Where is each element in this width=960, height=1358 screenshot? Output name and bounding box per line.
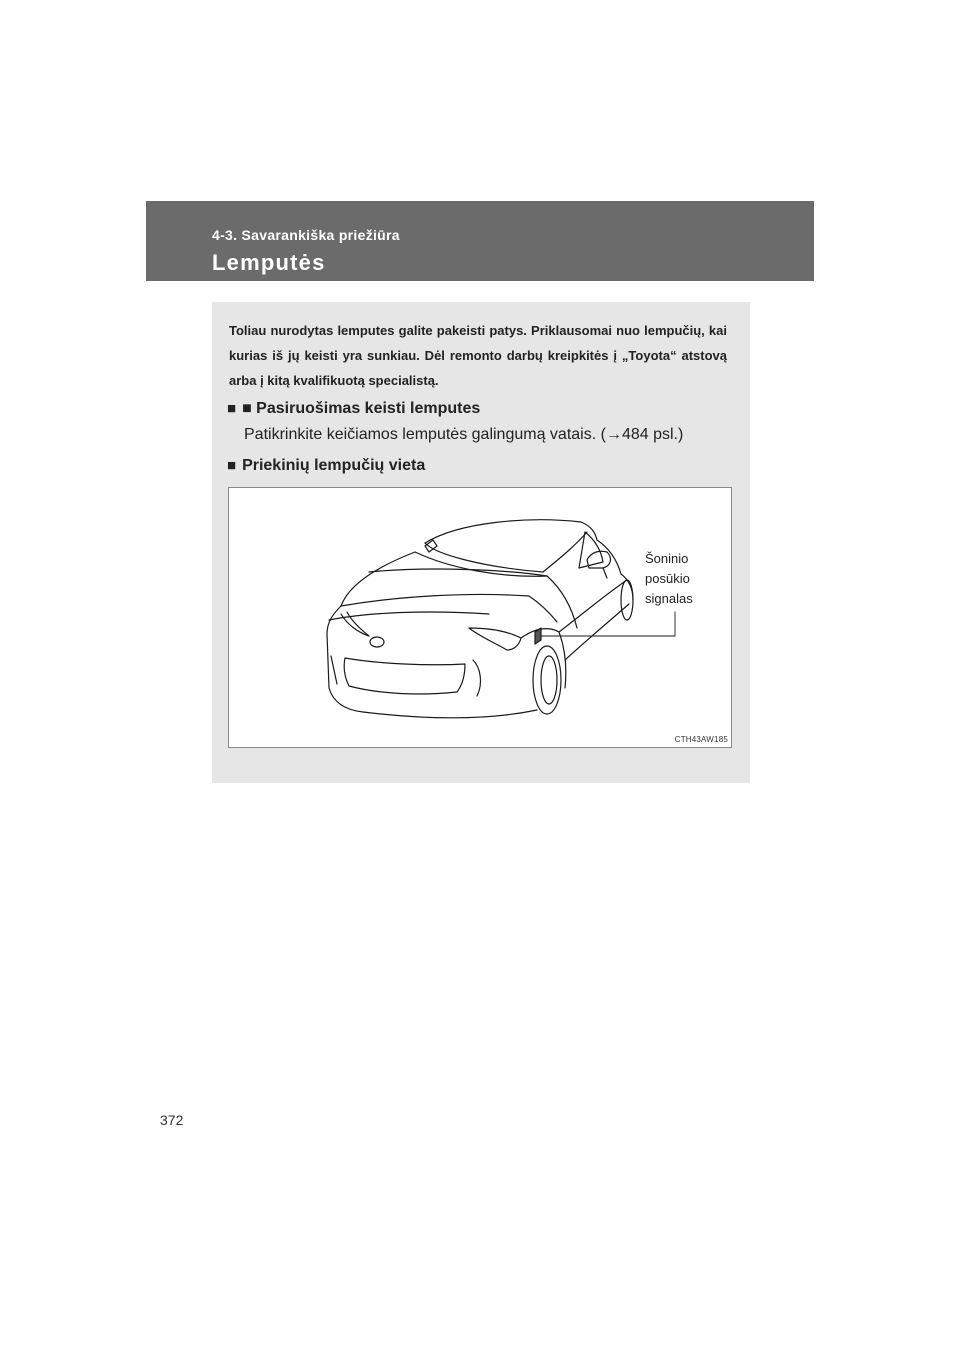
- car-hood-crease: [341, 594, 557, 622]
- heading-location-text: Priekinių lempučių vieta: [242, 457, 426, 474]
- car-mirror-right-stem: [603, 568, 607, 578]
- square-bullet-icon: ■: [227, 457, 237, 474]
- car-hood-right: [547, 576, 577, 628]
- car-b-pillar: [597, 540, 621, 574]
- car-side-sill: [565, 604, 629, 660]
- heading-preparation: [227, 400, 480, 418]
- car-emblem: [370, 637, 384, 647]
- square-bullet-icon: ■: [227, 400, 237, 417]
- car-illustration-figure: [228, 487, 732, 748]
- preparation-body: [244, 426, 683, 444]
- car-foglight-right: [473, 660, 480, 696]
- preparation-body-text: Patikrinkite keičiamos lemputės galingumą vatais. (: [244, 426, 606, 443]
- car-windshield: [425, 532, 587, 572]
- callout-line-2: posūkio: [645, 571, 690, 586]
- car-illustration: [229, 488, 733, 749]
- page-title: Lemputės: [212, 250, 326, 275]
- page-reference-link[interactable]: 484 psl.): [621, 426, 684, 443]
- car-roof-line: [425, 520, 597, 543]
- car-bumper-top: [329, 612, 489, 620]
- section-label: 4-3. Savarankiška priežiūra: [212, 227, 400, 243]
- figure-code: CTH43AW185: [674, 735, 728, 744]
- callout-leader-line: [541, 612, 675, 636]
- car-front-fender: [521, 629, 566, 688]
- heading-location: [227, 457, 425, 475]
- arrow-right-icon: →: [605, 426, 622, 443]
- callout-line-1: Šoninio: [645, 551, 689, 566]
- callout-line-3: signalas: [645, 591, 693, 606]
- car-front-wheel-inner: [541, 656, 557, 704]
- car-rear-wheel: [621, 580, 633, 620]
- car-headlight-right: [469, 628, 521, 650]
- intro-paragraph: Toliau nurodytas lemputes galite pakeisti patys. Priklausomai nuo lempučių, kai kurias iš jų keisti yra sunkiau. Dėl remonto darbų kreipkitės į „Toyota“ atstovą arba į kitą kvalifikuotą specialistą.: [229, 323, 727, 388]
- car-grille: [344, 658, 465, 694]
- page-number: 372: [160, 1112, 184, 1128]
- turn-signal-callout: [645, 549, 715, 609]
- section-header: [146, 201, 814, 281]
- heading-preparation-text: ■ Pasiruošimas keisti lemputes: [242, 400, 481, 417]
- car-foglight-left: [331, 656, 337, 684]
- car-front-bottom: [363, 710, 537, 718]
